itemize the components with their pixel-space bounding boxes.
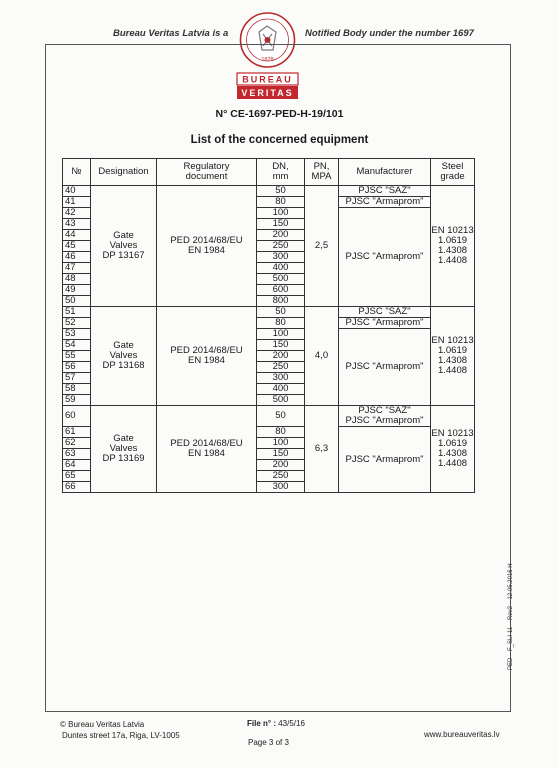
dn-cell: 100 — [257, 329, 305, 340]
dn-cell: 80 — [257, 197, 305, 208]
row-number-cell: 57 — [63, 373, 91, 384]
header-right-text: Notified Body under the number 1697 — [305, 28, 474, 39]
footer-page-number: Page 3 of 3 — [248, 738, 289, 747]
dn-cell: 100 — [257, 208, 305, 219]
header-number: № — [63, 159, 91, 186]
header-dn: DN, mm — [257, 159, 305, 186]
row-number-cell: 54 — [63, 340, 91, 351]
steel-grade-cell: EN 10213 1.0619 1.4308 1.4408 — [431, 186, 475, 307]
dn-cell: 50 — [257, 307, 305, 318]
footer-company: © Bureau Veritas Latvia — [60, 720, 145, 729]
table-row — [63, 406, 475, 427]
manufacturer-cell: PJSC "Armaprom" — [339, 197, 431, 208]
header-left-text: Bureau Veritas Latvia is a — [113, 28, 229, 39]
row-number-cell: 47 — [63, 263, 91, 274]
dn-cell: 200 — [257, 230, 305, 241]
footer-address-block — [60, 719, 180, 741]
row-number-cell: 60 — [63, 406, 91, 427]
dn-cell: 300 — [257, 252, 305, 263]
dn-cell: 50 — [257, 406, 305, 427]
header-manufacturer: Manufacturer — [339, 159, 431, 186]
row-number-cell: 44 — [63, 230, 91, 241]
manufacturer-line: PJSC "Armaprom" — [345, 415, 424, 426]
row-number-cell: 61 — [63, 427, 91, 438]
row-number-cell: 48 — [63, 274, 91, 285]
row-number-cell: 55 — [63, 351, 91, 362]
footer-file-value: 43/5/16 — [278, 719, 305, 728]
regulatory-document-cell: PED 2014/68/EU EN 1984 — [157, 307, 257, 406]
row-number-cell: 46 — [63, 252, 91, 263]
row-number-cell: 42 — [63, 208, 91, 219]
row-number-cell: 62 — [63, 438, 91, 449]
row-number-cell: 66 — [63, 482, 91, 493]
table-row — [63, 307, 475, 318]
pn-cell: 4,0 — [305, 307, 339, 406]
dn-cell: 400 — [257, 263, 305, 274]
dn-cell: 150 — [257, 340, 305, 351]
equipment-table — [62, 158, 475, 493]
seal-year: 1828 — [261, 57, 274, 63]
dn-cell: 400 — [257, 384, 305, 395]
manufacturer-cell — [339, 406, 431, 427]
dn-cell: 80 — [257, 427, 305, 438]
footer-website-link[interactable]: www.bureauveritas.lv — [424, 730, 500, 739]
manufacturer-cell: PJSC "Armaprom" — [339, 318, 431, 329]
dn-cell: 250 — [257, 471, 305, 482]
footer-file-number — [247, 719, 305, 728]
footer-address: Duntes street 17a, Riga, LV-1005 — [62, 731, 180, 740]
dn-cell: 500 — [257, 274, 305, 285]
manufacturer-cell: PJSC "Armaprom" — [339, 208, 431, 307]
row-number-cell: 40 — [63, 186, 91, 197]
certificate-number: N° CE-1697-PED-H-19/101 — [215, 108, 344, 120]
manufacturer-line: PJSC "SAZ" — [358, 405, 411, 416]
header-steel-grade: Steel grade — [431, 159, 475, 186]
row-number-cell: 49 — [63, 285, 91, 296]
designation-cell: Gate Valves DP 13168 — [91, 307, 157, 406]
dn-cell: 800 — [257, 296, 305, 307]
table-row — [63, 186, 475, 197]
manufacturer-cell: PJSC "Armaprom" — [339, 427, 431, 493]
dn-cell: 300 — [257, 482, 305, 493]
manufacturer-cell: PJSC "SAZ" — [339, 186, 431, 197]
row-number-cell: 41 — [63, 197, 91, 208]
row-number-cell: 59 — [63, 395, 91, 406]
row-number-cell: 56 — [63, 362, 91, 373]
row-number-cell: 58 — [63, 384, 91, 395]
row-number-cell: 53 — [63, 329, 91, 340]
dn-cell: 150 — [257, 449, 305, 460]
row-number-cell: 63 — [63, 449, 91, 460]
dn-cell: 250 — [257, 241, 305, 252]
designation-cell: Gate Valves DP 13169 — [91, 406, 157, 493]
designation-cell: Gate Valves DP 13167 — [91, 186, 157, 307]
header-designation: Designation — [91, 159, 157, 186]
steel-grade-cell: EN 10213 1.0619 1.4308 1.4408 — [431, 406, 475, 493]
row-number-cell: 51 — [63, 307, 91, 318]
row-number-cell: 64 — [63, 460, 91, 471]
manufacturer-cell: PJSC "Armaprom" — [339, 329, 431, 406]
brand-line-1: BUREAU — [242, 74, 293, 85]
dn-cell: 200 — [257, 351, 305, 362]
row-number-cell: 45 — [63, 241, 91, 252]
dn-cell: 250 — [257, 362, 305, 373]
row-number-cell: 65 — [63, 471, 91, 482]
row-number-cell: 50 — [63, 296, 91, 307]
dn-cell: 80 — [257, 318, 305, 329]
footer-file-label: File n° : — [247, 719, 276, 728]
pn-cell: 2,5 — [305, 186, 339, 307]
row-number-cell: 52 — [63, 318, 91, 329]
pn-cell: 6,3 — [305, 406, 339, 493]
table-header-row — [63, 159, 475, 186]
regulatory-document-cell: PED 2014/68/EU EN 1984 — [157, 406, 257, 493]
side-revision-note: PED – F_SLI-11 – Rev2 – 12.05.2016 H — [508, 563, 514, 670]
dn-cell: 600 — [257, 285, 305, 296]
dn-cell: 50 — [257, 186, 305, 197]
dn-cell: 200 — [257, 460, 305, 471]
header-regulatory-document: Regulatory document — [157, 159, 257, 186]
list-title: List of the concerned equipment — [190, 134, 369, 146]
brand-line-2: VERITAS — [241, 88, 294, 98]
header-pn: PN, MPA — [305, 159, 339, 186]
row-number-cell: 43 — [63, 219, 91, 230]
dn-cell: 300 — [257, 373, 305, 384]
dn-cell: 500 — [257, 395, 305, 406]
dn-cell: 150 — [257, 219, 305, 230]
manufacturer-cell: PJSC "SAZ" — [339, 307, 431, 318]
steel-grade-cell: EN 10213 1.0619 1.4308 1.4408 — [431, 307, 475, 406]
dn-cell: 100 — [257, 438, 305, 449]
regulatory-document-cell: PED 2014/68/EU EN 1984 — [157, 186, 257, 307]
